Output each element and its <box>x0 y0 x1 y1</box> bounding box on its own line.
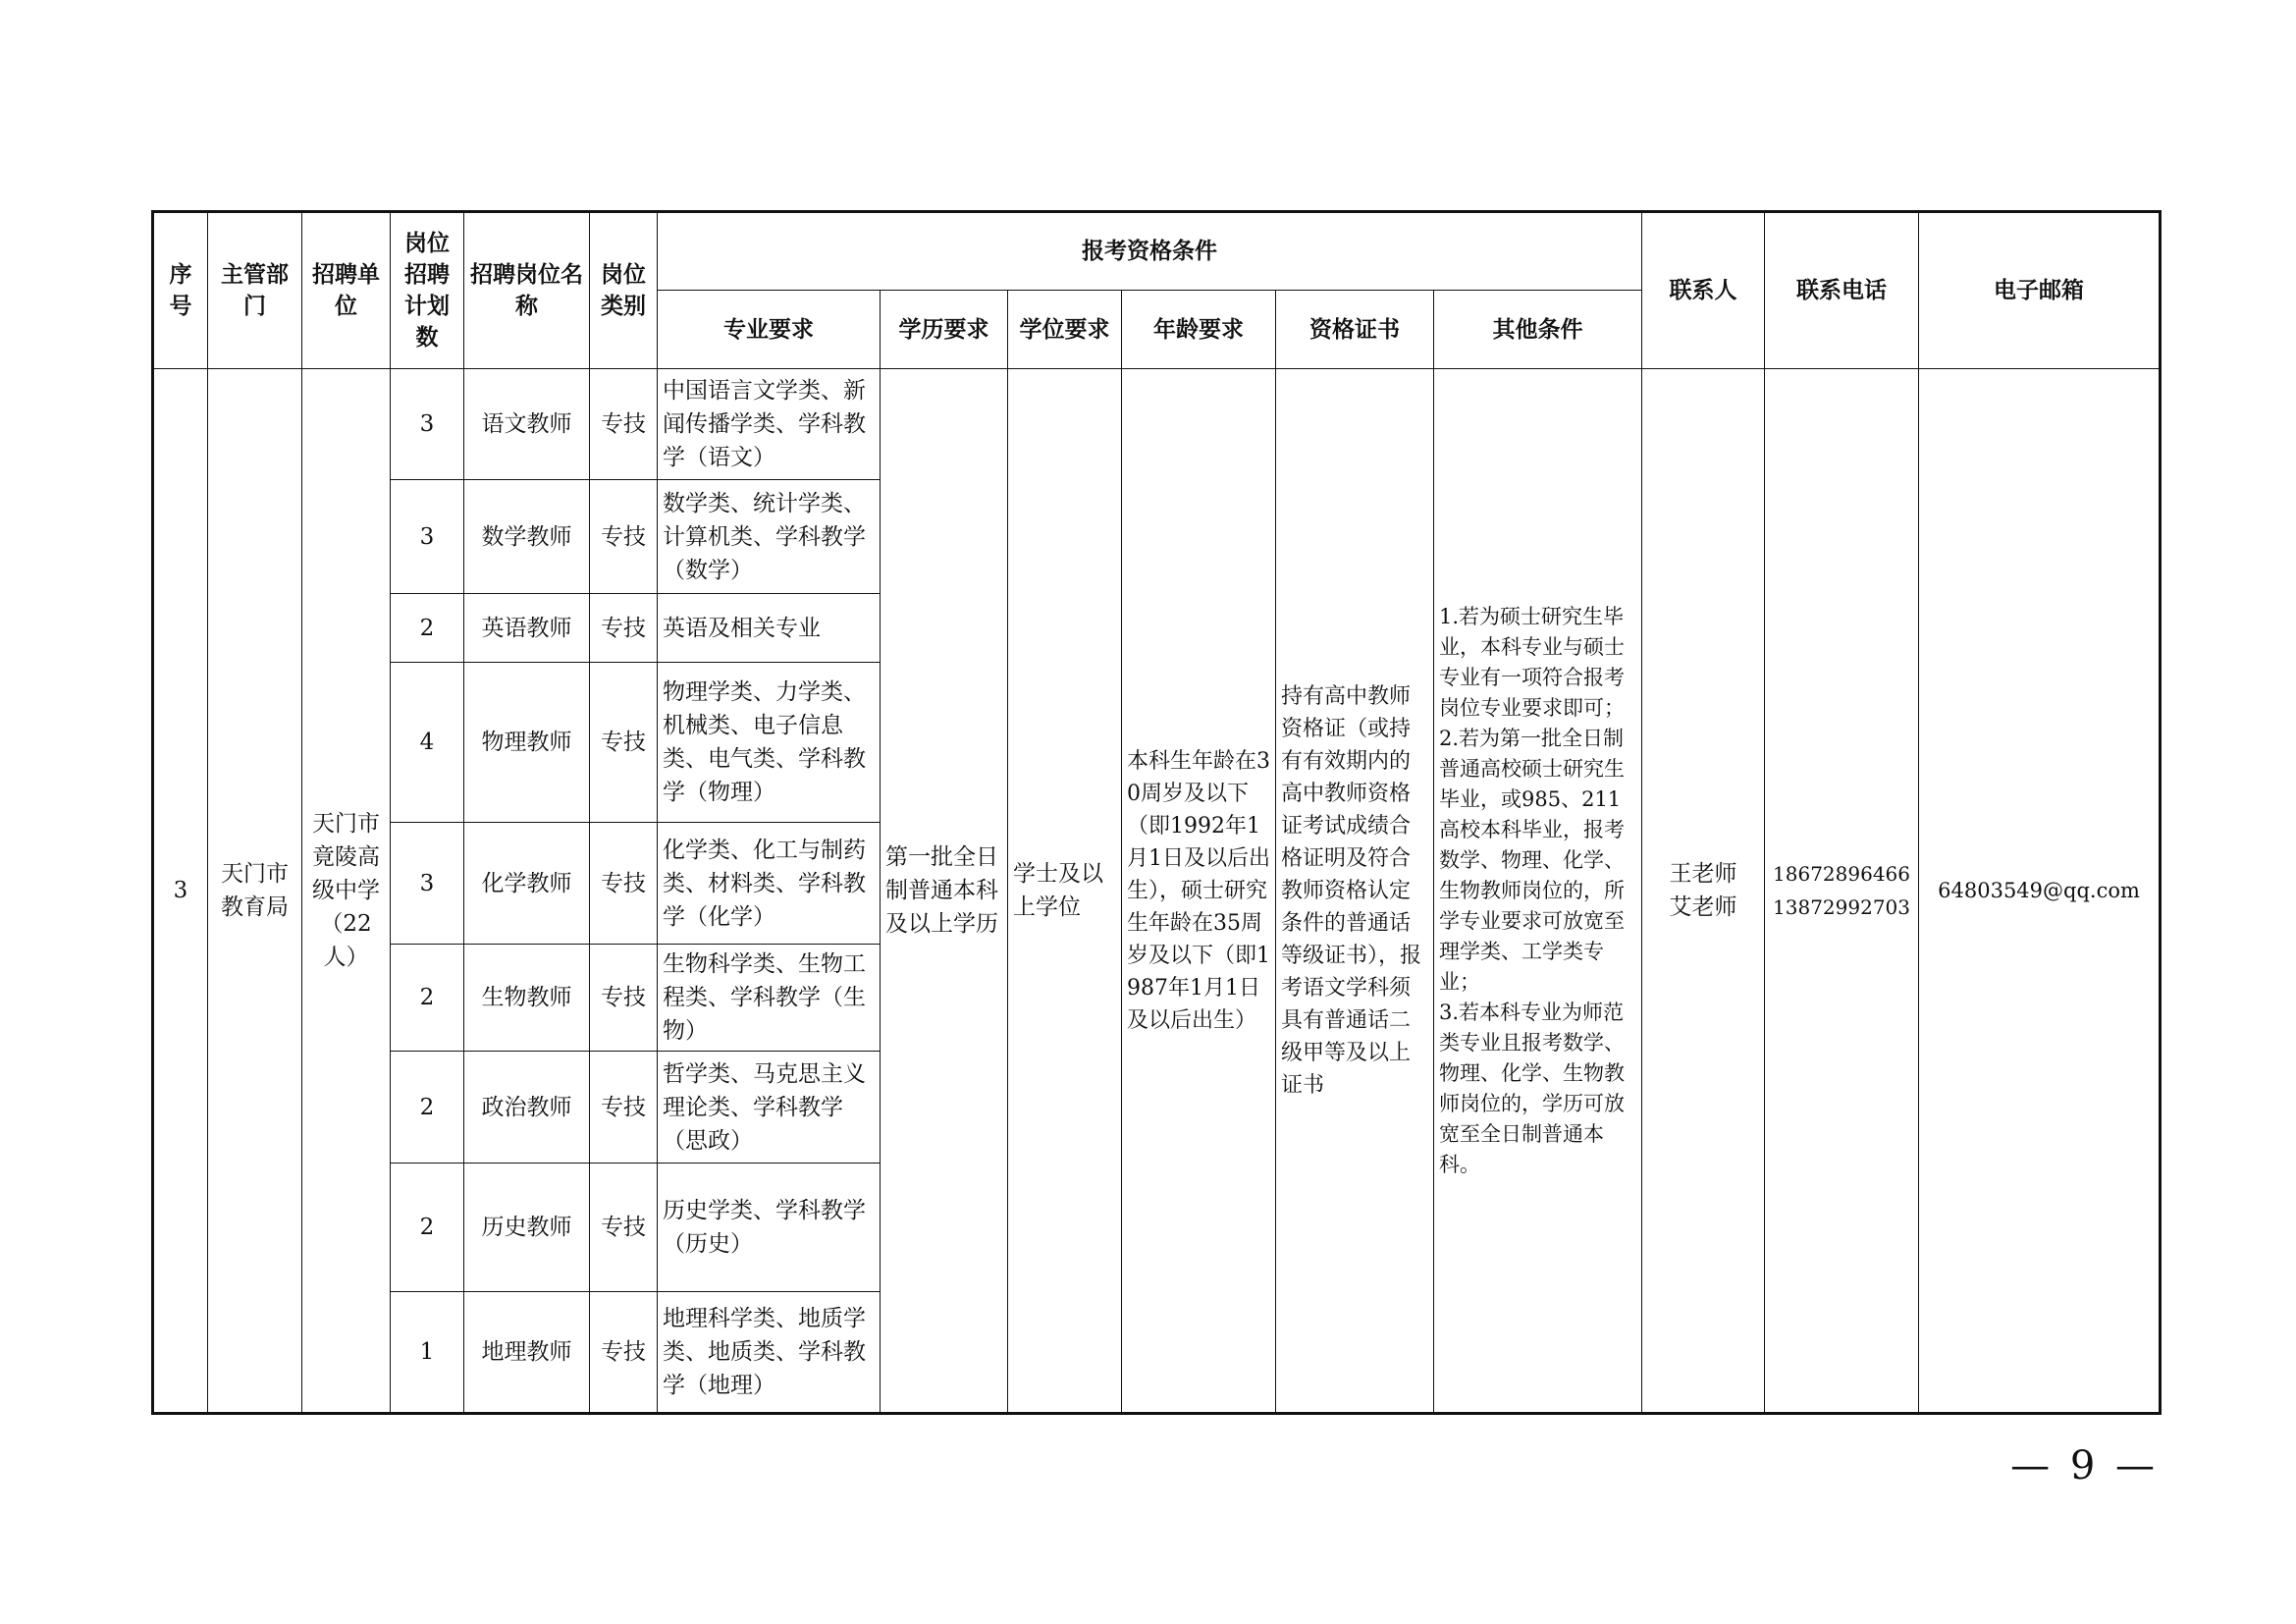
cell-major: 物理学类、力学类、机械类、电子信息类、电气类、学科教学（物理） <box>658 663 881 823</box>
cell-post-type: 专技 <box>590 594 658 663</box>
cell-contact: 王老师 艾老师 <box>1642 369 1765 1414</box>
cell-plan: 3 <box>391 480 464 594</box>
header-seq: 序号 <box>153 212 208 369</box>
table-row <box>153 369 2161 480</box>
cell-other: 1.若为硕士研究生毕业，本科专业与硕士专业有一项符合报考岗位专业要求即可； 2.若为第一批全日制普通高校硕士研究生毕业，或985、211 高校本科毕业，报考数学、物理、化学、生物教师岗位的，所学专业要求可放宽至理学类、工学类专业； 3.若本科专业为师范类专业且报考数学、物理、化学、生物教师岗位的，学历可放宽至全日制普通本科。 <box>1434 369 1642 1414</box>
cell-education: 第一批全日制普通本科及以上学历 <box>881 369 1008 1414</box>
cell-post-type: 专技 <box>590 663 658 823</box>
cell-age: 本科生年龄在30周岁及以下（即1992年1月1日及以后出生），硕士研究生年龄在35周岁及以下（即1987年1月1日及以后出生） <box>1122 369 1276 1414</box>
header-unit: 招聘单位 <box>302 212 391 369</box>
cell-post-type: 专技 <box>590 369 658 480</box>
cell-major: 化学类、化工与制药类、材料类、学科教学（化学） <box>658 823 881 945</box>
cell-major: 中国语言文学类、新闻传播学类、学科教学（语文） <box>658 369 881 480</box>
header-post-type: 岗位类别 <box>590 212 658 369</box>
cell-phone: 18672896466 13872992703 <box>1765 369 1919 1414</box>
cell-post-name: 政治教师 <box>464 1052 590 1164</box>
cell-plan: 3 <box>391 823 464 945</box>
header-other: 其他条件 <box>1434 291 1642 369</box>
cell-post-name: 数学教师 <box>464 480 590 594</box>
header-age: 年龄要求 <box>1122 291 1276 369</box>
recruitment-table <box>151 210 2162 1415</box>
cell-plan: 2 <box>391 1052 464 1164</box>
header-qualifications: 报考资格条件 <box>658 212 1642 291</box>
cell-plan: 2 <box>391 945 464 1052</box>
cell-unit: 天门市竟陵高级中学（22人） <box>302 369 391 1414</box>
cell-certificate: 持有高中教师资格证（或持有有效期内的高中教师资格证考试成绩合格证明及符合教师资格认定条件的普通话等级证书），报考语文学科须具有普通话二级甲等及以上证书 <box>1276 369 1434 1414</box>
header-post-name: 招聘岗位名称 <box>464 212 590 369</box>
cell-plan: 3 <box>391 369 464 480</box>
cell-post-type: 专技 <box>590 480 658 594</box>
cell-post-name: 物理教师 <box>464 663 590 823</box>
header-contact: 联系人 <box>1642 212 1765 369</box>
header-certificate: 资格证书 <box>1276 291 1434 369</box>
page-number: — 9 — <box>2010 1443 2159 1489</box>
cell-email: 64803549@qq.com <box>1919 369 2161 1414</box>
header-phone: 联系电话 <box>1765 212 1919 369</box>
header-dept: 主管部门 <box>208 212 302 369</box>
cell-post-name: 化学教师 <box>464 823 590 945</box>
cell-seq: 3 <box>153 369 208 1414</box>
cell-post-name: 英语教师 <box>464 594 590 663</box>
cell-major: 英语及相关专业 <box>658 594 881 663</box>
header-email: 电子邮箱 <box>1919 212 2161 369</box>
header-major: 专业要求 <box>658 291 881 369</box>
cell-degree: 学士及以上学位 <box>1008 369 1122 1414</box>
cell-plan: 2 <box>391 594 464 663</box>
cell-post-name: 生物教师 <box>464 945 590 1052</box>
cell-post-type: 专技 <box>590 1052 658 1164</box>
cell-post-name: 语文教师 <box>464 369 590 480</box>
cell-major: 生物科学类、生物工程类、学科教学（生物） <box>658 945 881 1052</box>
cell-post-type: 专技 <box>590 1164 658 1292</box>
cell-post-type: 专技 <box>590 1292 658 1414</box>
header-plan: 岗位招聘计划数 <box>391 212 464 369</box>
cell-post-name: 历史教师 <box>464 1164 590 1292</box>
cell-major: 哲学类、马克思主义理论类、学科教学（思政） <box>658 1052 881 1164</box>
cell-plan: 2 <box>391 1164 464 1292</box>
cell-plan: 4 <box>391 663 464 823</box>
cell-major: 数学类、统计学类、计算机类、学科教学（数学） <box>658 480 881 594</box>
cell-major: 地理科学类、地质学类、地质类、学科教学（地理） <box>658 1292 881 1414</box>
cell-post-name: 地理教师 <box>464 1292 590 1414</box>
cell-dept: 天门市教育局 <box>208 369 302 1414</box>
cell-post-type: 专技 <box>590 823 658 945</box>
header-education: 学历要求 <box>881 291 1008 369</box>
header-degree: 学位要求 <box>1008 291 1122 369</box>
cell-major: 历史学类、学科教学（历史） <box>658 1164 881 1292</box>
cell-post-type: 专技 <box>590 945 658 1052</box>
cell-plan: 1 <box>391 1292 464 1414</box>
